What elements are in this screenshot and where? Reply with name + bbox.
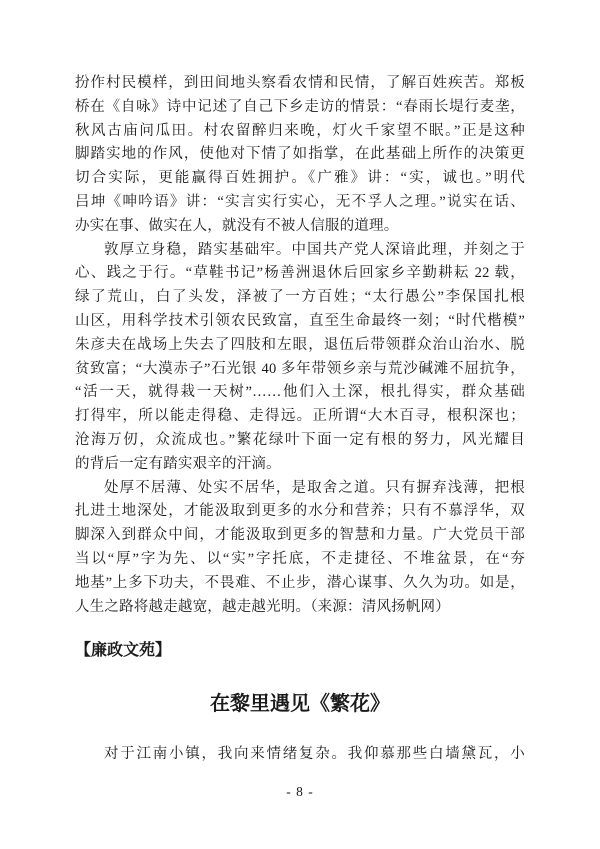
text-line: 打得牢，所以能走得稳、走得远。正所谓“大木百寻，根积深也； [75,408,525,425]
paragraph [75,477,525,620]
paragraph-continuation [75,72,525,239]
text-line: 贫致富；“大漠赤子”石光银 40 多年带领乡亲与荒沙碱滩不屈抗争， [75,360,525,377]
text-line: 扮作村民模样，到田间地头察看农情和民情，了解百姓疾苦。郑板 [75,75,525,91]
text-line: 脚踏实地的作风，使他对下情了如指掌，在此基础上所作的决策更 [75,146,525,163]
text-line: “活一天，就得栽一天树”……他们入土深，根扎得实，群众基础 [75,384,525,401]
text-line: 心、践之于行。“草鞋书记”杨善洲退休后回家乡辛勤耕耘 22 载， [75,265,525,282]
section-header: 【廉政文苑】 [75,642,172,660]
text-line: 沧海万仞，众流成也。”繁花绿叶下面一定有根的努力，风光耀目 [75,431,525,448]
text-line: 绿了荒山，白了头发，泽被了一方百姓；“太行愚公”李保国扎根 [75,289,525,306]
text-line: 地基”上多下功夫，不畏难、不止步，潜心谋事、久久为功。如是， [75,574,525,591]
text-line: 处厚不居薄、处实不居华，是取舍之道。只有摒弃浅薄，把根 [104,479,525,496]
text-line: 吕坤《呻吟语》讲：“实言实行实心，无不孚人之理。”说实在话、 [75,193,525,210]
text-line: 山区，用科学技术引领农民致富，直至生命最终一刻；“时代楷模” [75,312,525,329]
article-title: 在黎里遇见《繁花》 [210,693,390,716]
document-body [75,72,525,767]
text-line: 桥在《自咏》诗中记述了自己下乡走访的情景：“春雨长堤行麦垄， [75,98,525,115]
page-number: - 8 - [286,784,314,799]
text-line: 切合实际，更能赢得百姓拥护。《广雅》讲：“实，诚也。”明代 [75,170,525,187]
text-line: 敦厚立身稳，踏实基础牢。中国共产党人深谙此理，并刻之于 [104,241,525,258]
text-line: 扎进土地深处，才能汲取到更多的水分和营养；只有不慕浮华，双 [75,503,525,520]
text-line: 当以“厚”字为先、以“实”字托底，不走捷径、不堆盆景，在“夯 [75,550,525,567]
paragraph [75,239,525,477]
text-line: 办实在事、做实在人，就没有不被人信服的道理。 [75,217,399,234]
text-line: 脚深入到群众中间，才能汲取到更多的智慧和力量。广大党员干部 [75,527,525,544]
text-line: 朱彦夫在战场上失去了四肢和左眼，退伍后带领群众治山治水、脱 [75,336,525,353]
text-line: 人生之路将越走越宽，越走越光明。（来源：清风扬帆网） [75,598,450,615]
text-line: 的背后一定有踏实艰辛的汗滴。 [75,455,281,472]
text-line: 秋风古庙问瓜田。村农留醉归来晚，灯火千家望不眠。”正是这种 [75,122,525,139]
text-line: 对于江南小镇，我向来情绪复杂。我仰慕那些白墙黛瓦，小 [104,746,525,763]
article-first-paragraph [75,743,525,767]
